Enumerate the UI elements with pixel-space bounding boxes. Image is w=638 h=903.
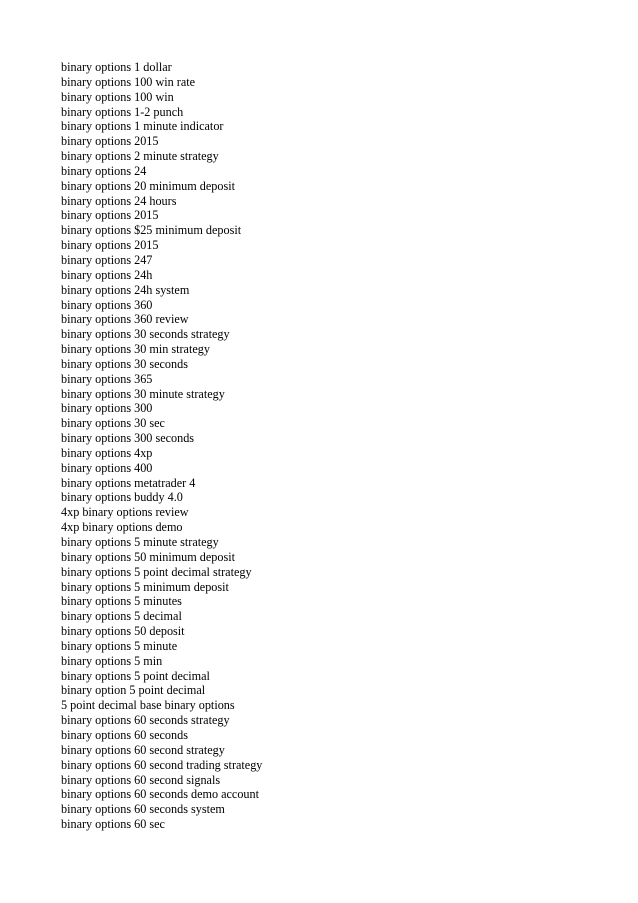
keyword-line: binary options 1 dollar	[61, 60, 172, 74]
keyword-line: binary options 30 seconds strategy	[61, 327, 230, 342]
keyword-line: binary options 5 decimal	[61, 609, 182, 624]
keyword-line: binary options 5 point decimal	[61, 668, 210, 683]
keyword-line: binary options 1 minute indicator	[61, 119, 224, 134]
keyword-line: binary options buddy 4.0	[61, 490, 183, 505]
keyword-line: binary options 300	[61, 401, 153, 416]
keyword-line: binary options 2015	[61, 208, 159, 223]
keyword-line: binary options 247	[61, 252, 153, 267]
keyword-line: binary options 100 win rate	[61, 74, 196, 89]
keyword-line: binary options 2 minute strategy	[61, 149, 219, 164]
keyword-line: binary options 360	[61, 297, 153, 312]
keyword-line: binary options 5 minimum deposit	[61, 579, 229, 594]
keyword-line: binary options 1-2 punch	[61, 104, 184, 119]
keyword-line: binary options 30 min strategy	[61, 342, 210, 357]
keyword-line: binary options 60 seconds strategy	[61, 713, 230, 728]
keyword-line: binary options 2015	[61, 238, 159, 253]
keyword-line: binary options 60 seconds demo account	[61, 787, 260, 802]
keyword-line: binary option 5 point decimal	[61, 683, 206, 698]
keyword-line: 5 point decimal base binary options	[61, 698, 235, 713]
keyword-line: binary options 5 minute	[61, 638, 178, 653]
keyword-line: binary options 24	[61, 163, 147, 178]
keyword-line: binary options $25 minimum deposit	[61, 223, 242, 238]
keyword-line: binary options 24h system	[61, 282, 190, 297]
keyword-line: 4xp binary options demo	[61, 520, 183, 535]
keyword-line: binary options 5 point decimal strategy	[61, 564, 252, 579]
keyword-line: binary options 60 second trading strategy	[61, 757, 263, 772]
keyword-line: binary options 360 review	[61, 312, 189, 327]
keyword-line: binary options 30 minute strategy	[61, 386, 225, 401]
keyword-line: 4xp binary options review	[61, 505, 189, 520]
keyword-line: binary options 20 minimum deposit	[61, 178, 236, 193]
keyword-line: binary options 50 minimum deposit	[61, 549, 236, 564]
keyword-line: binary options 2015	[61, 134, 159, 149]
keyword-line: binary options 60 second strategy	[61, 742, 225, 757]
keyword-line: binary options 300 seconds	[61, 431, 195, 446]
keyword-line: binary options 60 second signals	[61, 772, 221, 787]
keyword-line: binary options 60 seconds	[61, 727, 188, 742]
keyword-line: binary options 24h	[61, 267, 153, 282]
keyword-line: binary options 4xp	[61, 445, 153, 460]
keyword-line: binary options 400	[61, 460, 153, 475]
keyword-line: binary options 60 sec	[61, 817, 165, 832]
keyword-line: binary options 5 minute strategy	[61, 535, 219, 549]
keyword-line: binary options 365	[61, 371, 153, 386]
keyword-line: binary options 5 min	[61, 653, 163, 668]
keyword-list	[61, 60, 262, 832]
keyword-line: binary options 24 hours	[61, 193, 177, 208]
keyword-line: binary options 100 win	[61, 89, 174, 104]
keyword-line: binary options 30 seconds	[61, 356, 188, 371]
keyword-line: binary options 60 seconds system	[61, 802, 225, 817]
keyword-line: binary options 30 sec	[61, 416, 165, 431]
keyword-line: binary options metatrader 4	[61, 475, 196, 490]
keyword-line: binary options 50 deposit	[61, 624, 185, 639]
keyword-line: binary options 5 minutes	[61, 594, 182, 609]
